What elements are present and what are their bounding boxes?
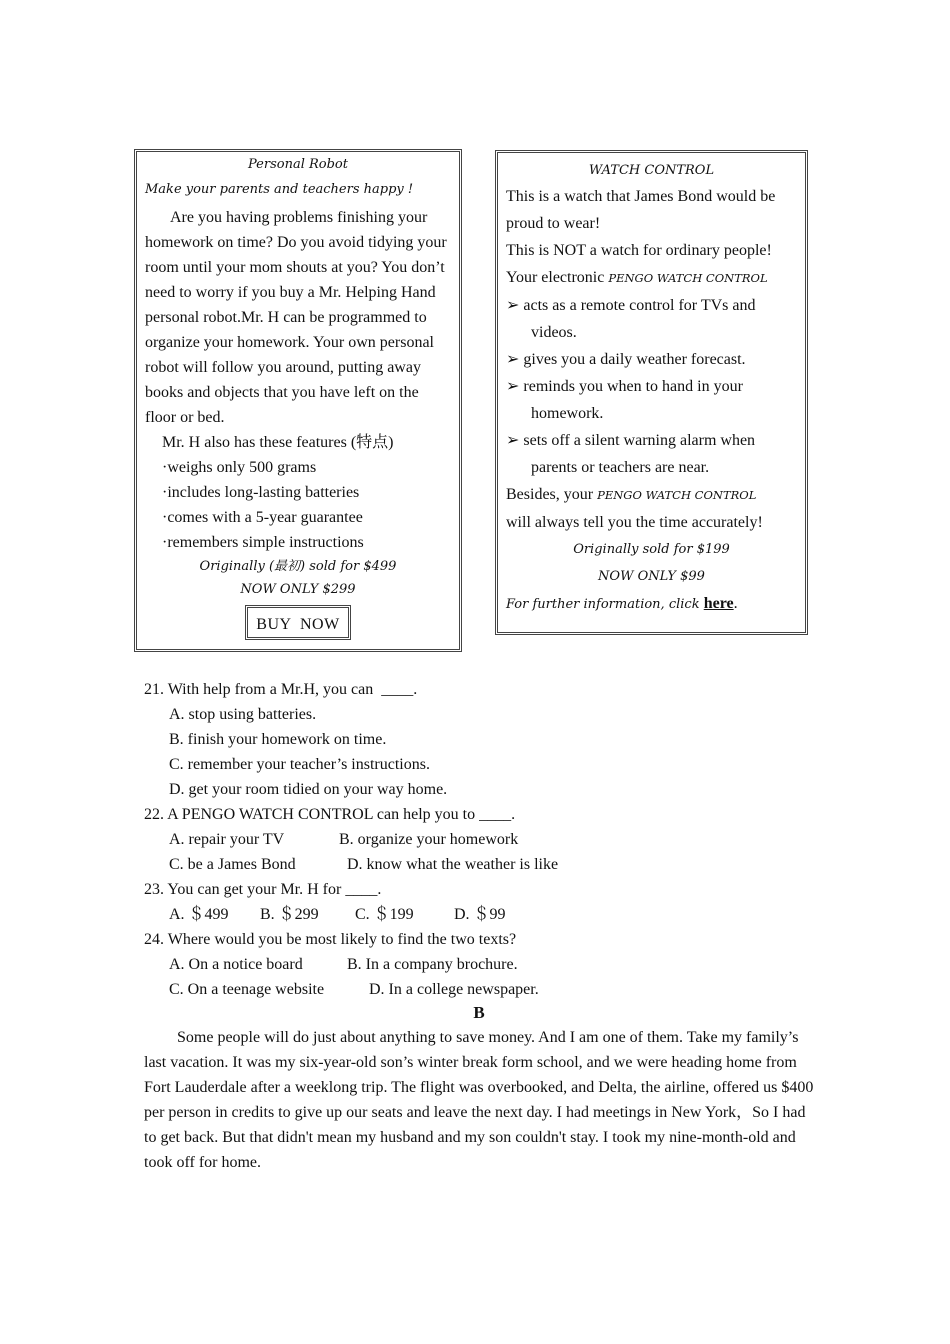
answer-option: D. get your room tidied on your way home. [169, 781, 448, 798]
arrow-bullet-icon: ➢ [506, 432, 520, 449]
question-stem: 24. Where would you be most likely to find the two texts? [144, 931, 517, 948]
robot-features-intro: Mr. H also has these features (特点) [162, 434, 394, 451]
watch-info-line [506, 590, 797, 618]
watch-now-price: NOW ONLY $99 [598, 569, 705, 584]
watch-feature-item [506, 373, 797, 400]
answer-option: B. ＄299 [260, 906, 319, 923]
buy-now-button[interactable]: BUY NOW [245, 605, 350, 640]
watch-feature-item [506, 427, 797, 454]
answer-option: B. organize your homework [339, 831, 519, 848]
watch-feature-continuation: videos. [531, 324, 577, 341]
robot-original-price: Originally (最初) sold for $499 [199, 559, 397, 574]
question-stem: 23. You can get your Mr. H for ____. [144, 881, 382, 898]
watch-besides-line [506, 481, 797, 509]
reading-paragraph: Some people will do just about anything to save money. And I am one of them. Take my family’s last vacation. It was my six-year-old son’s winter break form school, and we were heading home from Fort Lauderdale after a weeklong trip. The flight was overbooked, and Delta, the airline, offered us $400 per person in credits to give up our seats and leave the next day. I had meetings in New York，So I had to get back. But that didn't mean my husband and my son couldn't stay. I took my nine-month-old and took off for home. [144, 1029, 814, 1171]
watch-original-price: Originally sold for $199 [573, 542, 730, 557]
watch-feature-item [506, 346, 797, 373]
watch-info-prefix: For further information, click [506, 597, 704, 612]
section-b [144, 1000, 814, 1175]
watch-brand-line [506, 264, 797, 292]
answer-option: C. ＄199 [355, 906, 414, 923]
robot-feature-item: ·comes with a 5-year guarantee [162, 509, 363, 526]
watch-intro-line: proud to wear! [506, 215, 601, 232]
answer-option: C. On a teenage website [169, 981, 325, 998]
watch-feature-text: gives you a daily weather forecast. [523, 351, 746, 368]
answer-option: A. repair your TV [169, 831, 285, 848]
robot-ad-body: Are you having problems finishing your homework on time? Do you avoid tidying your room until your mom shouts at you? You don’t need to worry if you buy a Mr. Helping Hand personal robot.Mr. H can be programmed to organize your homework. Your own personal robot will follow you around, putting away books and objects that you have left on the floor or bed. [145, 209, 447, 426]
watch-intro-line: This is NOT a watch for ordinary people! [506, 242, 772, 259]
answer-option: D. ＄99 [454, 906, 506, 923]
answer-option: D. In a college newspaper. [369, 981, 539, 998]
answer-option-row [144, 827, 824, 852]
question-stem: 21. With help from a Mr.H, you can ____. [144, 681, 418, 698]
answer-option: A. On a notice board [169, 956, 303, 973]
answer-option-row [144, 852, 824, 877]
watch-info-suffix: . [733, 595, 738, 612]
arrow-bullet-icon: ➢ [506, 351, 520, 368]
answer-option: C. be a James Bond [169, 856, 296, 873]
robot-ad-box [134, 149, 462, 652]
robot-ad-subtitle: Make your parents and teachers happy ! [145, 182, 414, 197]
watch-feature-text: acts as a remote control for TVs and [523, 297, 756, 314]
answer-option: C. remember your teacher’s instructions. [169, 756, 430, 773]
robot-feature-item: ·includes long-lasting batteries [162, 484, 360, 501]
watch-feature-text: reminds you when to hand in your [523, 378, 743, 395]
answer-option: D. know what the weather is like [347, 856, 559, 873]
answer-option-row [144, 902, 824, 927]
watch-brand-name: PENGO WATCH CONTROL [608, 271, 768, 285]
watch-besides-prefix: Besides, your [506, 486, 598, 503]
answer-option: A. ＄499 [169, 906, 229, 923]
here-link[interactable]: here [703, 595, 734, 612]
watch-brand-prefix: Your electronic [506, 269, 609, 286]
watch-feature-item [506, 292, 797, 319]
answer-option: A. stop using batteries. [169, 706, 317, 723]
arrow-bullet-icon: ➢ [506, 297, 520, 314]
watch-ad-box [495, 150, 808, 635]
question-stem: 22. A PENGO WATCH CONTROL can help you to ____. [144, 806, 516, 823]
watch-feature-continuation: parents or teachers are near. [531, 459, 710, 476]
arrow-bullet-icon: ➢ [506, 378, 520, 395]
watch-feature-text: sets off a silent warning alarm when [523, 432, 756, 449]
watch-brand-name: PENGO WATCH CONTROL [597, 488, 757, 502]
watch-feature-continuation: homework. [531, 405, 604, 422]
robot-now-price: NOW ONLY $299 [240, 582, 356, 597]
answer-option: B. In a company brochure. [347, 956, 518, 973]
watch-ad-title: WATCH CONTROL [588, 163, 715, 178]
watch-time-line: will always tell you the time accurately! [506, 514, 763, 531]
watch-intro-line: This is a watch that James Bond would be [506, 188, 776, 205]
robot-feature-item: ·weighs only 500 grams [162, 459, 317, 476]
section-heading: B [473, 1003, 485, 1022]
answer-option-row [144, 952, 824, 977]
robot-ad-title: Personal Robot [248, 157, 348, 172]
answer-option: B. finish your homework on time. [169, 731, 387, 748]
answer-option-row [144, 977, 824, 1002]
questions-section [144, 677, 824, 1002]
robot-feature-item: ·remembers simple instructions [162, 534, 364, 551]
